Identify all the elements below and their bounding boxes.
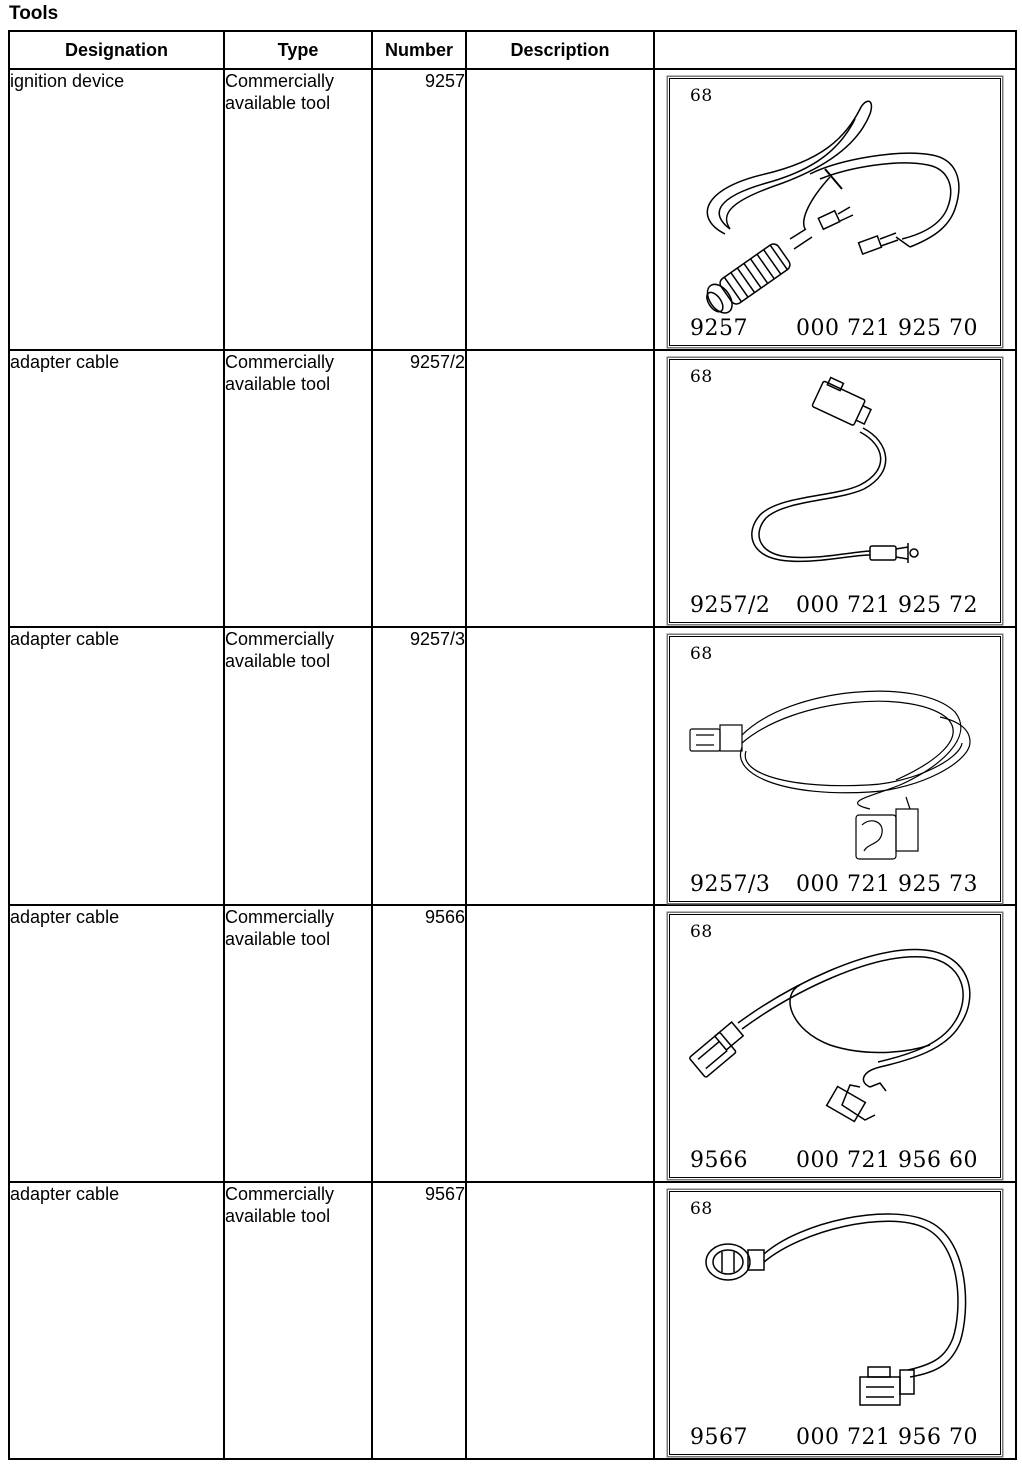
number-cell: 9567: [372, 1182, 466, 1459]
header-image: [654, 31, 1016, 69]
description-cell: [466, 627, 654, 906]
number-cell: 9566: [372, 905, 466, 1182]
image-part-number: 9257: [690, 316, 748, 341]
image-cell: [654, 905, 1016, 1182]
designation-cell: ignition device: [9, 69, 224, 350]
designation-cell: adapter cable: [9, 627, 224, 906]
image-top-label: 68: [690, 643, 713, 664]
header-description: Description: [466, 31, 654, 69]
designation-cell: adapter cable: [9, 1182, 224, 1459]
table-row: [9, 350, 1016, 627]
image-part-number: 9566: [690, 1148, 748, 1174]
image-part-number: 9257/2: [690, 592, 771, 618]
table-row: [9, 905, 1016, 1182]
tool-illustration: [669, 636, 1001, 902]
image-cell: [654, 1182, 1016, 1459]
image-part-number: 9567: [690, 1425, 748, 1451]
tool-illustration: [669, 914, 1001, 1178]
image-cell: [654, 69, 1016, 350]
page-title: Tools: [9, 3, 59, 24]
type-cell: Commercially available tool: [224, 905, 372, 1182]
number-cell: 9257: [372, 69, 466, 350]
image-catalog-number: 000 721 925 73: [796, 871, 978, 897]
image-top-label: 68: [690, 1199, 713, 1220]
designation-cell: adapter cable: [9, 905, 224, 1182]
number-cell: 9257/2: [372, 350, 466, 627]
header-designation: Designation: [9, 31, 224, 69]
description-cell: [466, 69, 654, 350]
table-row: [9, 69, 1016, 350]
tool-illustration: [669, 78, 1001, 346]
number-cell: 9257/3: [372, 627, 466, 906]
header-number: Number: [372, 31, 466, 69]
image-catalog-number: 000 721 925 72: [796, 592, 978, 618]
designation-cell: adapter cable: [9, 350, 224, 627]
tool-illustration: [669, 359, 1001, 623]
image-top-label: 68: [690, 922, 713, 943]
type-cell: Commercially available tool: [224, 69, 372, 350]
ignition-device-icon: [670, 79, 1000, 345]
type-cell: Commercially available tool: [224, 1182, 372, 1459]
adapter-cable-icon: [670, 1192, 1000, 1454]
type-cell: Commercially available tool: [224, 350, 372, 627]
description-cell: [466, 350, 654, 627]
header-type: Type: [224, 31, 372, 69]
type-cell: Commercially available tool: [224, 627, 372, 906]
tool-illustration: [669, 1191, 1001, 1455]
tools-table: [8, 30, 1017, 1460]
table-row: [9, 1182, 1016, 1459]
image-catalog-number: 000 721 956 60: [796, 1148, 978, 1174]
description-cell: [466, 1182, 654, 1459]
adapter-cable-icon: [670, 637, 1000, 901]
description-cell: [466, 905, 654, 1182]
table-row: [9, 627, 1016, 906]
image-top-label: 68: [690, 86, 713, 106]
adapter-cable-icon: [670, 360, 1000, 622]
header-row: [9, 31, 1016, 69]
image-cell: [654, 627, 1016, 906]
image-part-number: 9257/3: [690, 871, 771, 897]
image-top-label: 68: [690, 366, 713, 387]
image-catalog-number: 000 721 925 70: [796, 316, 978, 341]
image-cell: [654, 350, 1016, 627]
image-catalog-number: 000 721 956 70: [796, 1425, 978, 1451]
adapter-cable-icon: [670, 915, 1000, 1177]
